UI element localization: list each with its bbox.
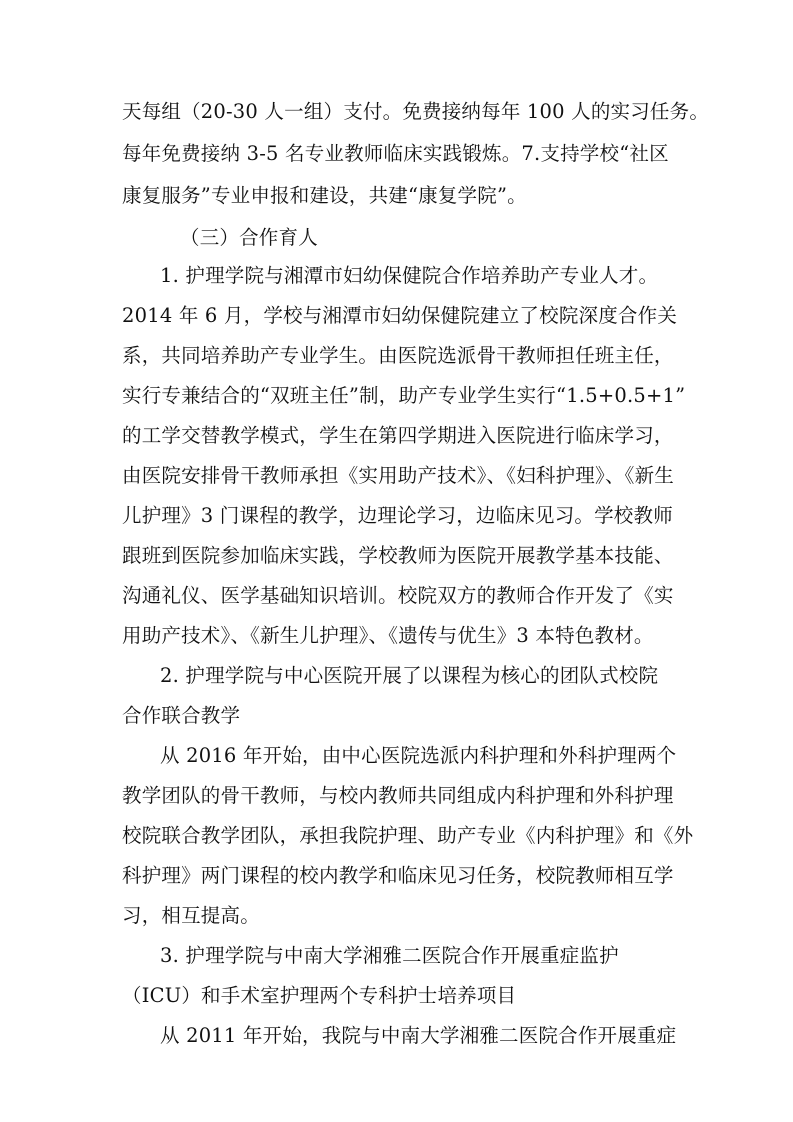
- text-line: 用助产技术》、《新生儿护理》、《遗传与优生》3 本特色教材。: [122, 624, 654, 647]
- text-line: 科护理》两门课程的校内教学和临床见习任务，校院教师相互学: [122, 864, 674, 887]
- item-heading: 1. 护理学院与湘潭市妇幼保健院合作培养助产专业人才。: [160, 264, 659, 287]
- text-line: 每年免费接纳 3-5 名专业教师临床实践锻炼。7.支持学校“社区: [122, 142, 669, 165]
- text-line: 的工学交替教学模式，学生在第四学期进入医院进行临床学习，: [122, 424, 674, 447]
- text-line: 习，相互提高。: [122, 904, 260, 927]
- text-line: 由医院安排骨干教师承担《实用助产技术》、《妇科护理》、《新生: [122, 464, 675, 487]
- text-line: 从 2011 年开始，我院与中南大学湘雅二医院合作开展重症: [160, 1024, 677, 1047]
- item-heading: 3. 护理学院与中南大学湘雅二医院合作开展重症监护: [160, 944, 619, 967]
- text-line: 从 2016 年开始，由中心医院选派内科护理和外科护理两个: [160, 744, 677, 767]
- text-line: 康复服务”专业申报和建设，共建“康复学院”。: [122, 184, 527, 207]
- text-line: 天每组（20-30 人一组）支付。免费接纳每年 100 人的实习任务。: [122, 100, 710, 123]
- text-line: 校院联合教学团队，承担我院护理、助产专业《内科护理》和《外: [122, 824, 694, 847]
- text-line: 教学团队的骨干教师，与校内教师共同组成内科护理和外科护理: [122, 784, 674, 807]
- text-line: 2014 年 6 月，学校与湘潭市妇幼保健院建立了校院深度合作关: [122, 304, 678, 327]
- text-line: 实行专兼结合的“双班主任”制，助产专业学生实行“1.5+0.5+1”: [122, 384, 686, 407]
- text-line: 儿护理》3 门课程的教学，边理论学习，边临床见习。学校教师: [122, 504, 673, 527]
- item-heading-cont: （ICU）和手术室护理两个专科护士培养项目: [122, 984, 517, 1007]
- text-line: 系，共同培养助产专业学生。由医院选派骨干教师担任班主任，: [122, 344, 674, 367]
- item-heading-cont: 合作联合教学: [122, 704, 241, 727]
- text-line: 沟通礼仪、医学基础知识培训。校院双方的教师合作开发了《实: [122, 584, 674, 607]
- section-heading: （三）合作育人: [180, 226, 318, 249]
- text-line: 跟班到医院参加临床实践，学校教师为医院开展教学基本技能、: [122, 544, 674, 567]
- item-heading: 2. 护理学院与中心医院开展了以课程为核心的团队式校院: [160, 664, 659, 687]
